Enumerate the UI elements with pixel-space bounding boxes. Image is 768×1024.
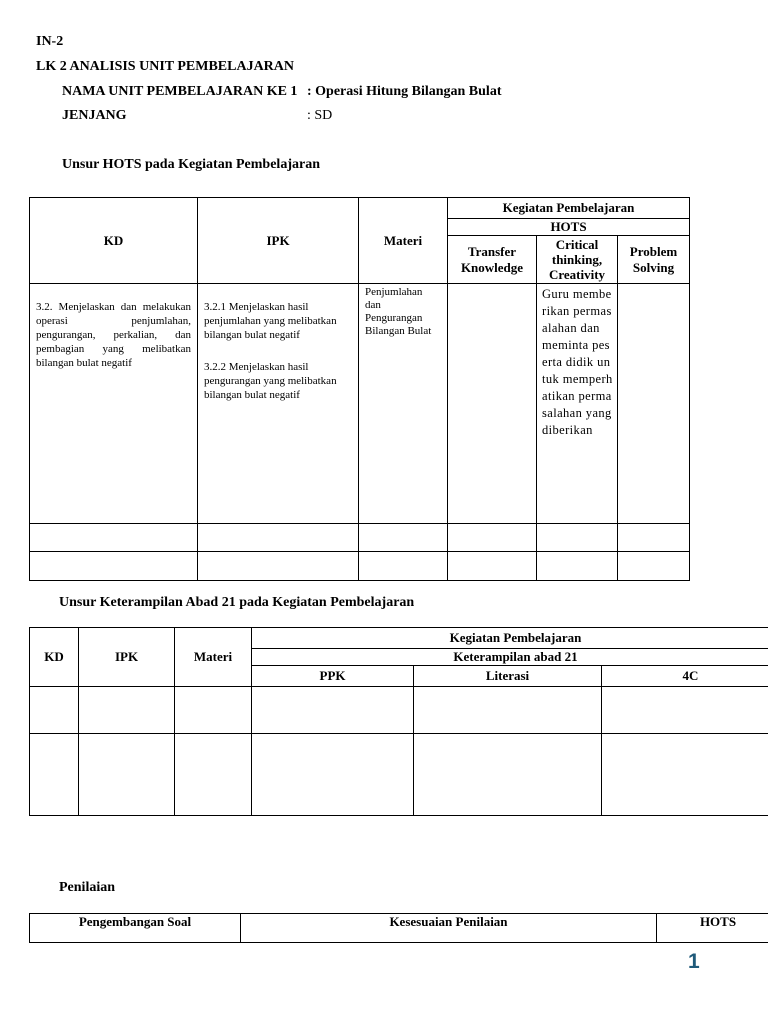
penilaian-heading: Penilaian xyxy=(59,880,116,895)
hots-col-problem: Problem Solving xyxy=(618,236,690,284)
hots-table xyxy=(29,197,690,581)
hots-ipk-cell xyxy=(198,284,359,524)
hots-ipk-2: 3.2.2 Menjelaskan hasil pengurangan yang melibatkan bilangan bulat negatif xyxy=(204,361,337,401)
penilaian-col-kesesuaian: Kesesuaian Penilaian xyxy=(241,914,657,943)
hots-materi-cell: Penjumlahan dan Pengurangan Bilangan Bulat xyxy=(359,284,448,524)
table-row xyxy=(30,734,768,816)
hots-critical-cell: Guru memberikan permasalahan dan meminta peserta didik untuk memperhatikan permasalahan yang diberikan xyxy=(537,284,618,524)
level-value: : SD xyxy=(307,108,333,123)
abad21-col-subgroup: Keterampilan abad 21 xyxy=(252,649,768,666)
hots-col-transfer: Transfer Knowledge xyxy=(448,236,537,284)
hots-col-critical: Critical thinking, Creativity xyxy=(537,236,618,284)
unit-label: NAMA UNIT PEMBELAJARAN KE 1 xyxy=(62,84,298,99)
abad21-col-ppk: PPK xyxy=(252,666,414,687)
hots-col-ipk: IPK xyxy=(198,198,359,284)
abad21-col-group: Kegiatan Pembelajaran xyxy=(252,628,768,649)
page-number: 1 xyxy=(688,950,700,973)
abad21-col-materi: Materi xyxy=(175,628,252,687)
hots-col-subgroup: HOTS xyxy=(448,219,690,236)
abad21-col-literasi: Literasi xyxy=(414,666,602,687)
abad21-table xyxy=(29,627,768,816)
table-row xyxy=(30,524,690,552)
hots-col-kd: KD xyxy=(30,198,198,284)
hots-col-materi: Materi xyxy=(359,198,448,284)
document-code: IN-2 xyxy=(36,34,64,49)
hots-ipk-1: 3.2.1 Menjelaskan hasil penjumlahan yang melibatkan bilangan bulat negatif xyxy=(204,301,337,341)
table-row xyxy=(30,687,768,734)
hots-problem-cell xyxy=(618,284,690,524)
hots-kd-cell: 3.2. Menjelaskan dan melakukan operasi penjumlahan, pengurangan, perkalian, dan pembagian yang melibatkan bilangan bulat negatif xyxy=(30,284,198,524)
penilaian-table xyxy=(29,913,768,943)
abad21-col-ipk: IPK xyxy=(79,628,175,687)
abad21-heading: Unsur Keterampilan Abad 21 pada Kegiatan Pembelajaran xyxy=(59,595,415,610)
hots-heading: Unsur HOTS pada Kegiatan Pembelajaran xyxy=(62,157,320,172)
document-title: LK 2 ANALISIS UNIT PEMBELAJARAN xyxy=(36,59,295,74)
abad21-col-kd: KD xyxy=(30,628,79,687)
level-label: JENJANG xyxy=(62,108,127,123)
hots-transfer-cell xyxy=(448,284,537,524)
table-row xyxy=(30,552,690,581)
hots-col-group: Kegiatan Pembelajaran xyxy=(448,198,690,219)
unit-value: : Operasi Hitung Bilangan Bulat xyxy=(307,84,502,99)
abad21-col-4c: 4C xyxy=(602,666,768,687)
penilaian-col-soal: Pengembangan Soal xyxy=(30,914,241,943)
penilaian-col-hots: HOTS xyxy=(657,914,768,943)
